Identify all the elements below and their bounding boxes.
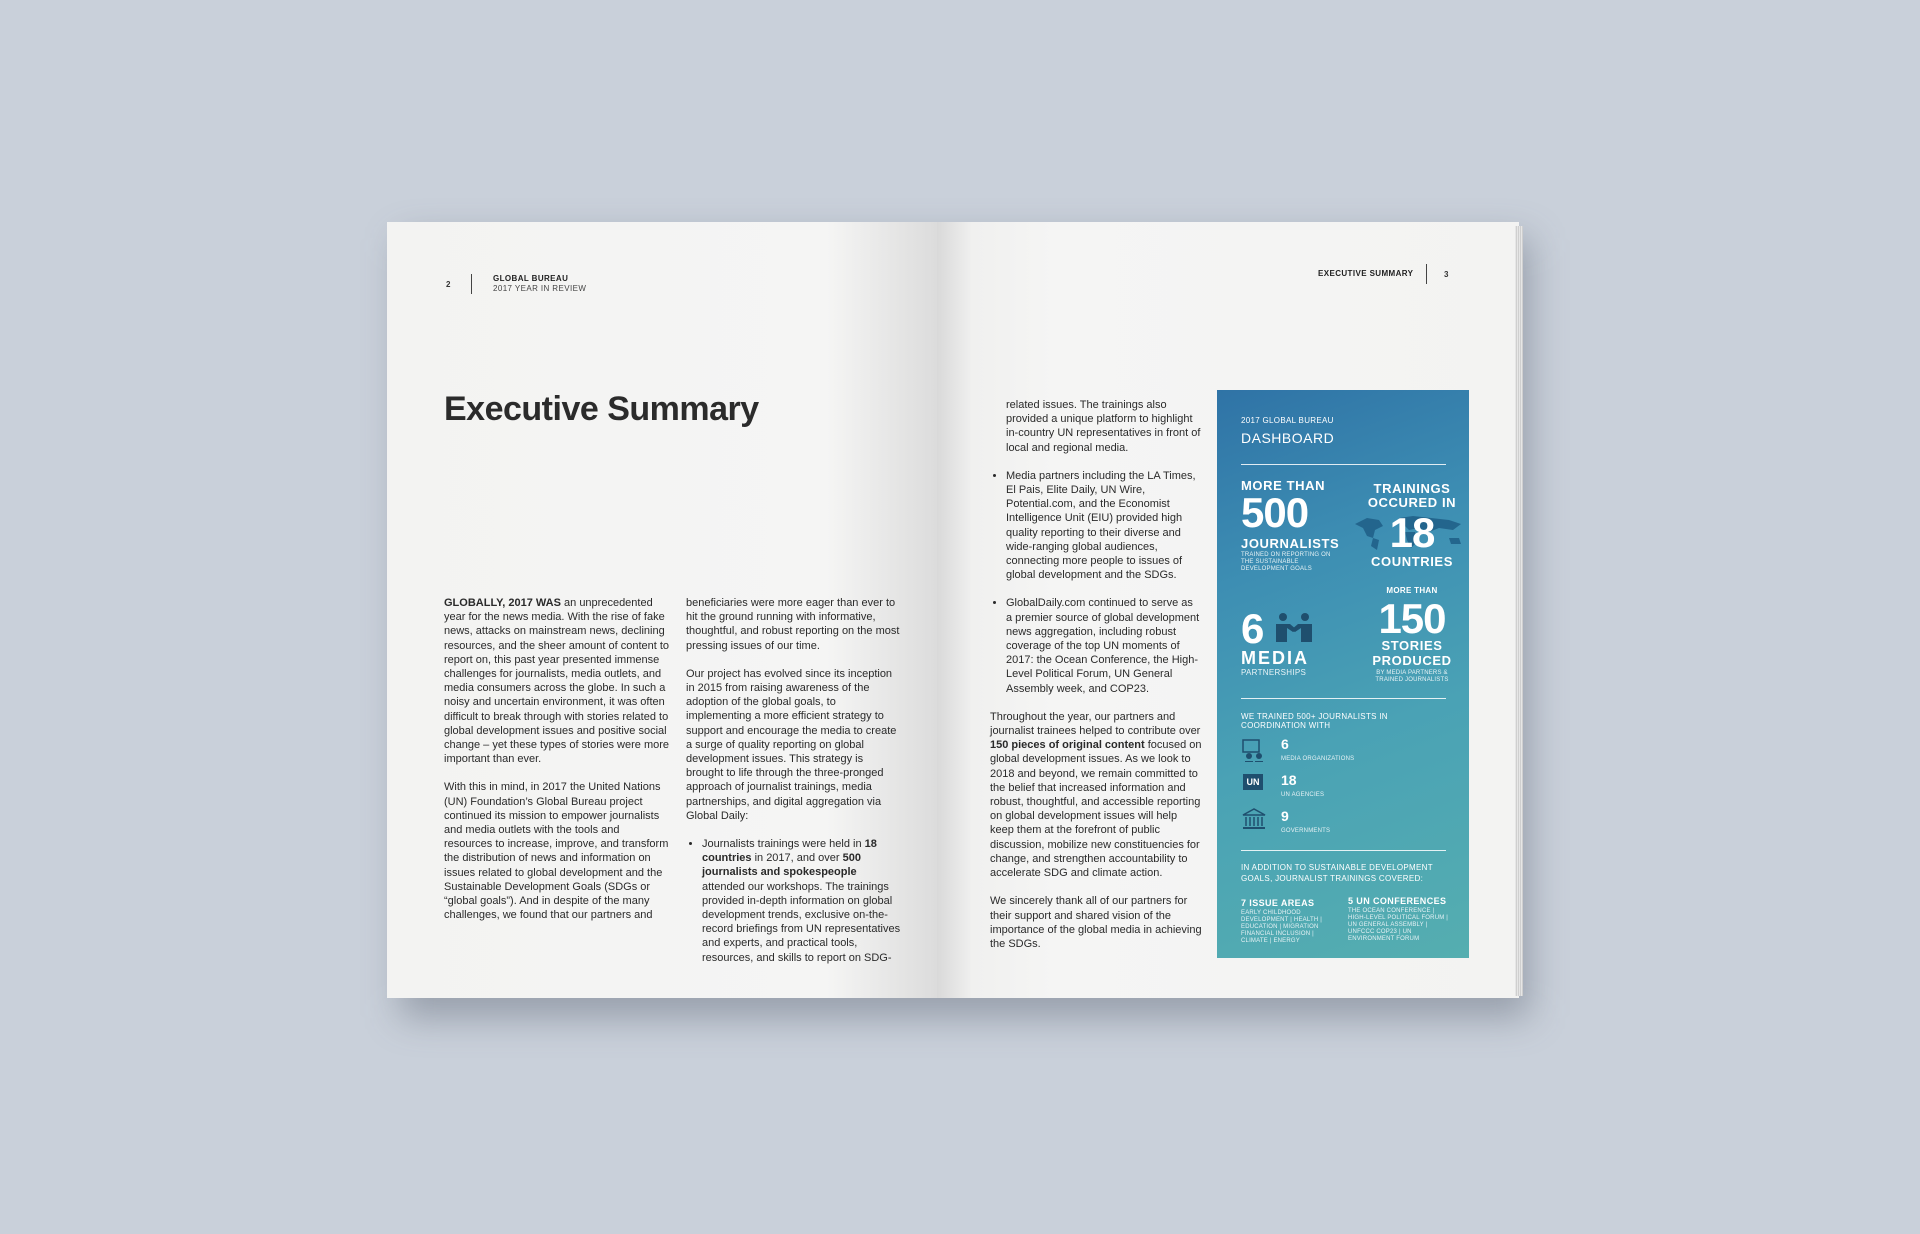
- strategy-paragraph: Our project has evolved since its inception in 2015 from raising awareness of the adoption of the global goals, to implementing a more efficient strategy to support and encourage the media to create a surge of quality reporting on global development issues. This strategy is brought to life through the three-pronged approach of journalist trainings, media partnerships, and digital aggregation via Global Daily:: [686, 667, 897, 822]
- countries-number: 18: [1389, 509, 1435, 556]
- sdg-line: IN ADDITION TO SUSTAINABLE DEVELOPMENT GOALS, JOURNALIST TRAININGS COVERED:: [1241, 863, 1433, 883]
- issues-title: 7 ISSUE AREAS: [1241, 898, 1315, 908]
- journalists-note: TRAINED ON REPORTING ON THE SUSTAINABLE DEVELOPMENT GOALS: [1241, 552, 1331, 572]
- more-than-label-2: MORE THAN: [1386, 586, 1438, 595]
- more-than-label: MORE THAN: [1241, 478, 1326, 493]
- org-label: MEDIA ORGANIZATIONS: [1281, 756, 1355, 762]
- divider: [1241, 850, 1446, 851]
- media-label: MEDIA: [1241, 648, 1309, 668]
- conferences-title: 5 UN CONFERENCES: [1348, 896, 1447, 906]
- contribution-paragraph: Throughout the year, our partners and journalist trainees helped to contribute over 150 pieces of original content focused on global development issues. As we look to 2018 and beyond, we remain committed to the belief that increased information and robust, thoughtful, and accessible reporting on global development issues will help keep them at the forefront of public discussion, mobilize new constituencies for change, and strengthen accountability to accelerate SDG and climate action.: [990, 710, 1202, 880]
- gov-count: 9: [1281, 808, 1289, 824]
- stories-number: 150: [1378, 595, 1446, 642]
- page-title: Executive Summary: [444, 390, 759, 428]
- partnerships-label: PARTNERSHIPS: [1241, 668, 1307, 677]
- org-count: 6: [1281, 736, 1289, 752]
- stories-label: STORIES PRODUCED: [1372, 638, 1452, 668]
- page-number-right: 3: [1444, 270, 1449, 279]
- un-agencies-icon: UN: [1243, 774, 1263, 790]
- list-item: • Media partners including the LA Times, El Pais, Elite Daily, UN Wire, Potential.com, and the Economist Intelligence Unit (EIU) provided high quality reporting to their diverse and wide-ranging global audiences, connecting more people to issues of global development and the SDGs.: [1006, 469, 1202, 583]
- issues-text: EARLY CHILDHOOD DEVELOPMENT | HEALTH | EDUCATION | MIGRATION FINANCIAL INCLUSION | CLIMATE | ENERGY: [1241, 910, 1322, 944]
- header-title-right: EXECUTIVE SUMMARY: [1318, 269, 1414, 278]
- conferences-text: THE OCEAN CONFERENCE | HIGH-LEVEL POLITICAL FORUM | UN GENERAL ASSEMBLY | UNFCCC COP23 | UN ENVIRONMENT FORUM: [1348, 908, 1449, 942]
- left-column-1: [444, 596, 670, 936]
- un-count: 18: [1281, 772, 1297, 788]
- header-divider: [471, 274, 472, 294]
- strategy-list: [686, 837, 902, 965]
- intro-lead: GLOBALLY, 2017 WAS: [444, 597, 561, 609]
- dashboard-year: 2017 GLOBAL BUREAU: [1241, 416, 1334, 425]
- journalists-label: JOURNALISTS: [1241, 536, 1340, 551]
- header-divider: [1426, 264, 1427, 284]
- media-number: 6: [1241, 605, 1264, 652]
- continued-paragraph: related issues. The trainings also provided a unique platform to highlight in-country UN representatives in front of local and regional media.: [1006, 399, 1201, 454]
- thanks-paragraph: We sincerely thank all of our partners for their support and shared vision of the importance of the global media in achieving the SDGs.: [990, 895, 1202, 950]
- beneficiaries-paragraph: beneficiaries were more eager than ever to hit the ground running with informative, thoughtful, and robust reporting on the most pressing issues of our time.: [686, 597, 900, 652]
- right-page: [937, 222, 1519, 998]
- right-column: [990, 398, 1202, 965]
- left-column-2: [686, 596, 902, 979]
- page-stack-edge: [1515, 226, 1523, 996]
- divider: [1241, 698, 1446, 699]
- header-subtitle-left: 2017 YEAR IN REVIEW: [493, 284, 587, 293]
- list-item: • Journalists trainings were held in 18 countries in 2017, and over 500 journalists and spokespeople attended our workshops. The trainings provided in-depth information on global development trends, exclusive on-the-record briefings from UN representatives and experts, and practical tools, resources, and skills to report on SDG-: [702, 837, 902, 965]
- mission-paragraph: With this in mind, in 2017 the United Nations (UN) Foundation’s Global Bureau project continued its mission to empower journalists and media outlets with the tools and resources to increase, improve, and transform the distribution of news and information on issues related to global development and the Sustainable Development Goals (SDGs or “global goals”). And in despite of the many challenges, we found that our partners and: [444, 781, 669, 922]
- gov-label: GOVERNMENTS: [1281, 828, 1331, 834]
- stories-note: BY MEDIA PARTNERS & TRAINED JOURNALISTS: [1375, 670, 1449, 683]
- header-title-left: GLOBAL BUREAU: [493, 274, 569, 283]
- dashboard-title: DASHBOARD: [1241, 430, 1335, 446]
- government-building-icon: [1241, 808, 1267, 830]
- un-label: UN AGENCIES: [1281, 792, 1325, 798]
- intro-paragraph: [444, 596, 670, 766]
- dashboard-panel: [1217, 390, 1469, 958]
- intro-text: an unprecedented year for the news media. With the rise of fake news, attacks on mainstream news, declining resources, and the sheer amount of content to report on, this past year presented immense challenges for journalists, media outlets, and media consumers across the globe. In such a noisy and uncertain environment, it was often difficult to break through with stories related to global development issues and positive social change – yet these types of stories were more important than ever.: [444, 597, 670, 766]
- coordination-line: WE TRAINED 500+ JOURNALISTS IN COORDINATION WITH: [1241, 712, 1388, 730]
- handshake-icon: [1273, 612, 1315, 642]
- left-page: [387, 222, 937, 998]
- page-number-left: 2: [446, 280, 451, 289]
- list-item: • GlobalDaily.com continued to serve as a premier source of global development news aggregation, including robust coverage of the top UN moments of 2017: the Ocean Conference, the High-Level Political Forum, UN General Assembly week, and COP23.: [1006, 596, 1202, 695]
- trainings-label: TRAININGS OCCURED IN: [1367, 481, 1457, 510]
- media-organizations-icon: [1241, 738, 1267, 762]
- countries-label: COUNTRIES: [1371, 554, 1453, 569]
- divider: [1241, 464, 1446, 465]
- journalists-number: 500: [1241, 489, 1309, 536]
- partners-list: [990, 469, 1202, 696]
